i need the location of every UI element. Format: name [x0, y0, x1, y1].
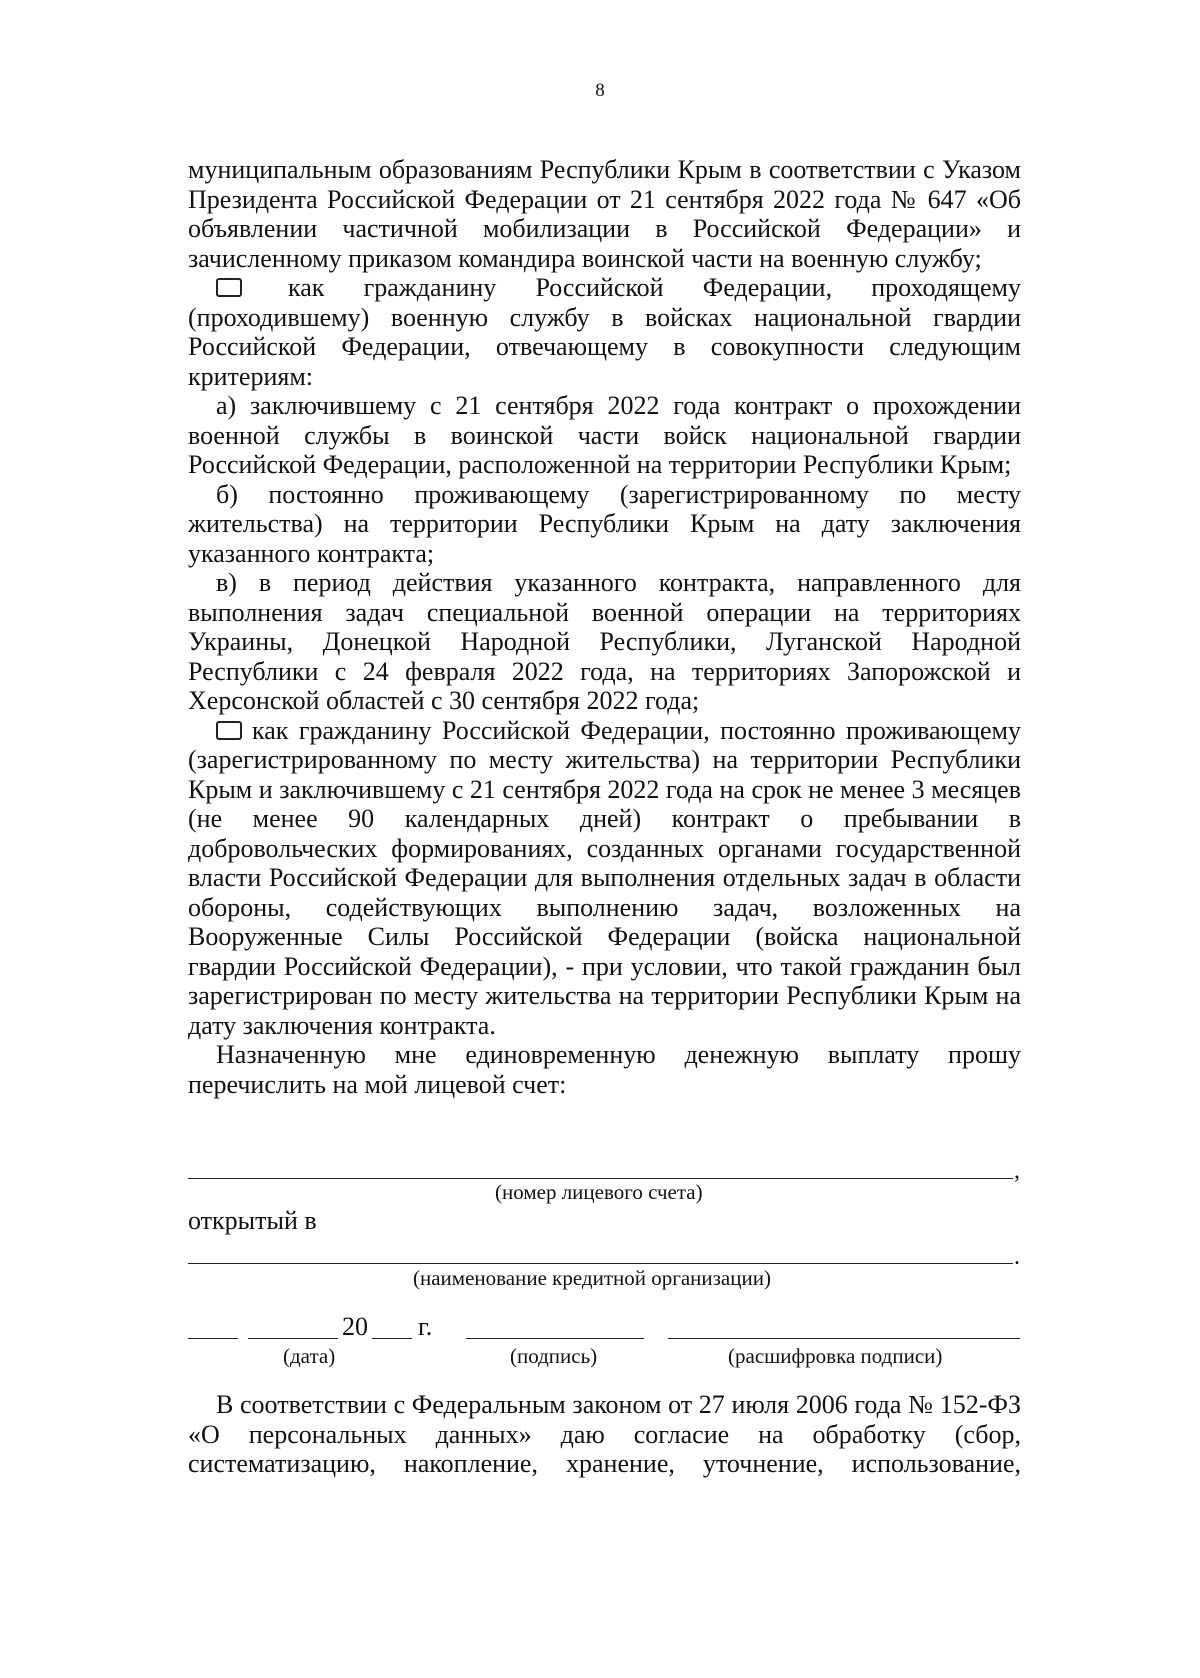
option-volunteer [188, 716, 1021, 1041]
option-national-guard-text: как гражданину Российской Федерации, проходящему (проходившему) военную службу в войсках национальной гвардии Российской Федерации, отвечающему в совокупности следующим критериям: [188, 273, 1021, 391]
signature-field[interactable] [466, 1338, 644, 1339]
document-body [188, 155, 1021, 1099]
page-number: 8 [595, 80, 605, 101]
opened-in-label: открытый в [188, 1206, 317, 1235]
option-volunteer-text: как гражданину Российской Федерации, постоянно проживающему (зарегистрированному по месту жительства) на территории Республики Крым и заключившему с 21 сентября 2022 года на срок не менее 3 месяцев (не менее 90 календарных дней) контракт о пребывании в добровольческих формированиях, созданных органами государственной власти Российской Федерации для выполнения отдельных задач в области обороны, содействующих выполнению задач, возложенных на Вооруженные Силы Российской Федерации (войска национальной гвардии Российской Федерации), - при условии, что такой гражданин был зарегистрирован по месту жительства на территории Республики Крым на дату заключения контракта. [188, 715, 1021, 1040]
bank-name-caption: (наименование кредитной организации) [413, 1266, 771, 1290]
signature-caption: (подпись) [510, 1344, 598, 1368]
signature-decode-field[interactable] [668, 1338, 1020, 1339]
criterion-a: а) заключившему с 21 сентября 2022 года контракт о прохождении военной службы в воинской части войск национальной гвардии Российской Федерации, расположенной на территории Республики Крым; [188, 391, 1021, 479]
criterion-b: б) постоянно проживающему (зарегистрированному по месту жительства) на территории Республики Крым на дату заключения указанного контракта; [188, 479, 1021, 568]
option-national-guard [188, 273, 1021, 391]
checkbox-national-guard[interactable] [216, 278, 242, 297]
date-year-suffix: г. [418, 1312, 433, 1341]
account-number-end: , [1014, 1158, 1020, 1184]
account-number-field[interactable] [188, 1178, 1013, 1179]
bank-name-end: . [1014, 1244, 1020, 1270]
bank-name-field[interactable] [188, 1263, 1013, 1264]
account-number-caption: (номер лицевого счета) [495, 1180, 703, 1204]
paragraph-mobilization: муниципальным образованиям Республики Крым в соответствии с Указом Президента Российской Федерации от 21 сентября 2022 года № 647 «Об объявлении частичной мобилизации в Российской Федерации» и зачисленному приказом командира воинской части на военную службу; [188, 155, 1021, 273]
consent-section [188, 1390, 1021, 1479]
criterion-v: в) в период действия указанного контракта, направленного для выполнения задач специальной военной операции на территориях Украины, Донецкой Народной Республики, Луганской Народной Республики с 24 февраля 2022 года, на территориях Запорожской и Херсонской областей с 30 сентября 2022 года; [188, 568, 1021, 715]
date-caption: (дата) [283, 1344, 336, 1368]
consent-paragraph: В соответствии с Федеральным законом от 27 июля 2006 года № 152-ФЗ «О персональных данных» даю согласие на обработку (сбор, систематизацию, накопление, хранение, уточнение, использование, [188, 1390, 1021, 1478]
date-day-field[interactable] [188, 1338, 238, 1339]
signature-decode-caption: (расшифровка подписи) [728, 1344, 943, 1368]
payment-request: Назначенную мне единовременную денежную выплату прошу перечислить на мой лицевой счет: [188, 1040, 1021, 1099]
date-year-prefix: 20 [342, 1312, 368, 1341]
date-year-field[interactable] [372, 1338, 412, 1339]
checkbox-volunteer[interactable] [216, 721, 242, 740]
date-month-field[interactable] [248, 1338, 338, 1339]
